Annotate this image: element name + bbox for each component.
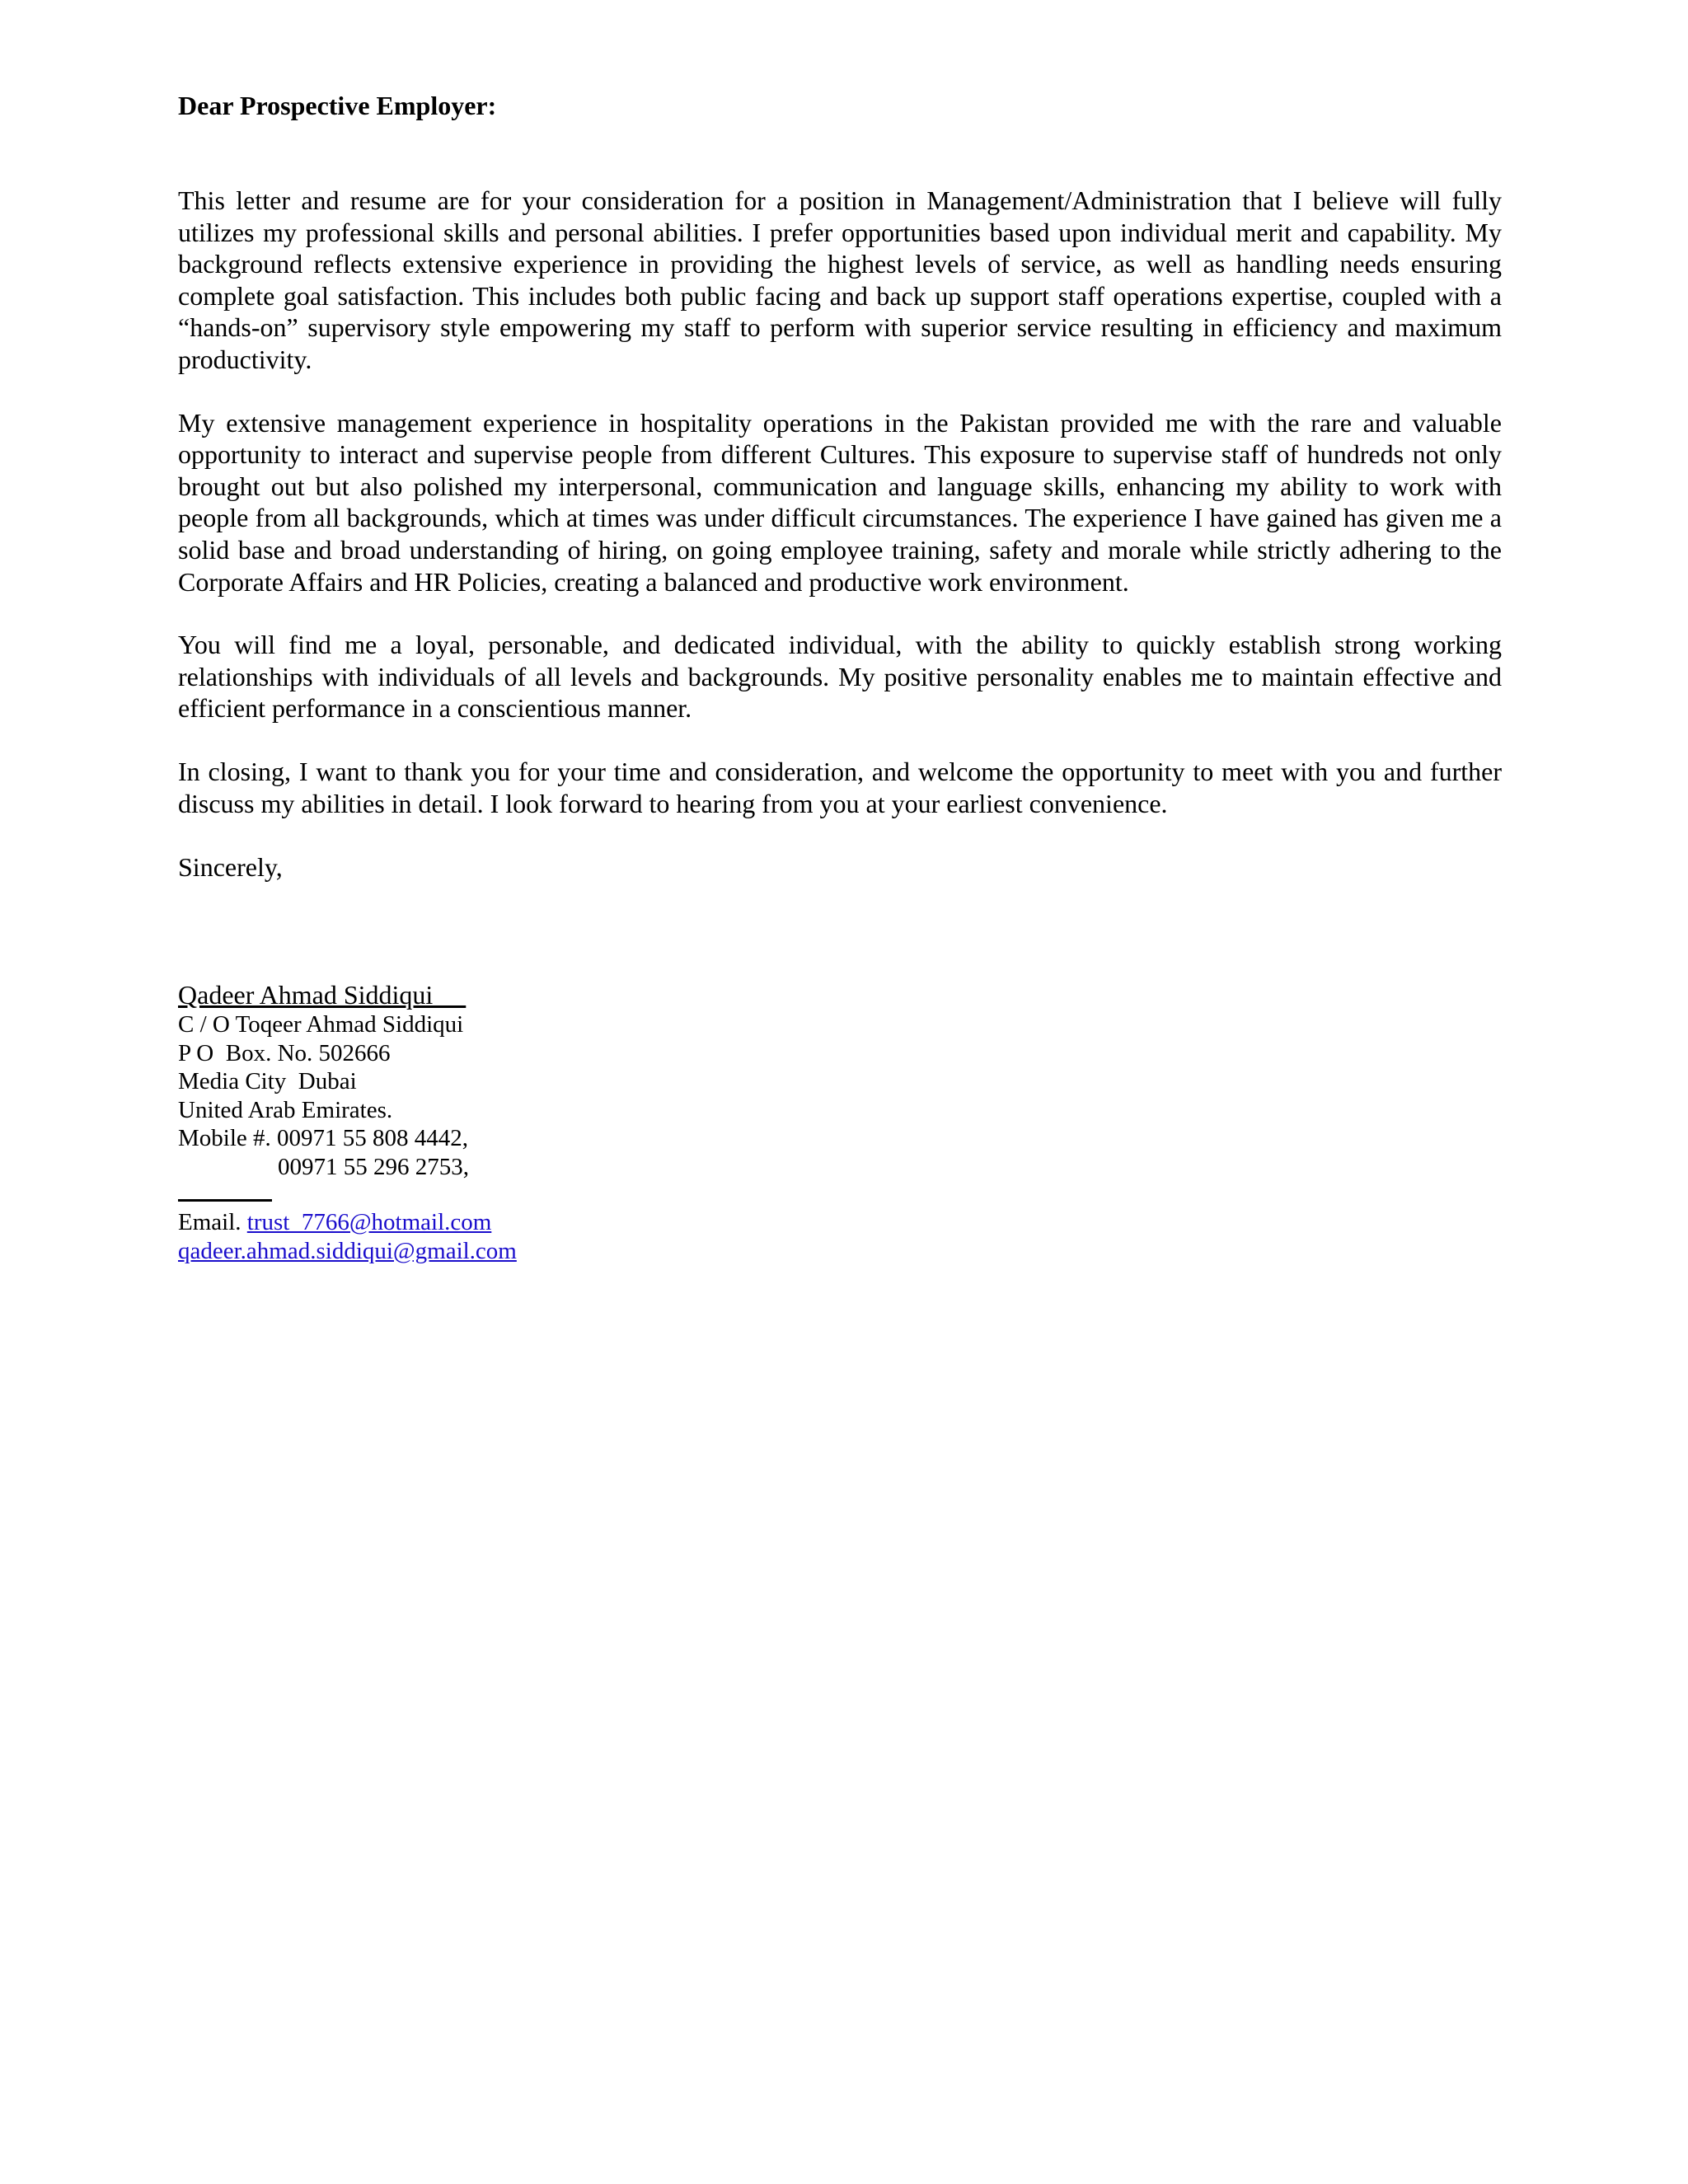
paragraph-experience: My extensive management experience in hospitality operations in the Pakistan provided me with the rare and valuable opportunity to interact and supervise people from different Cultures. This exposure to supervise staff of hundreds not only brought out but also polished my interpersonal, communication and language skills, enhancing my ability to work with people from all backgrounds, which at times was under difficult circumstances. The experience I have gained has given me a solid base and broad understanding of hiring, on going employee training, safety and morale while strictly adhering to the Corporate Affairs and HR Policies, creating a balanced and productive work environment. bbox=[178, 407, 1502, 597]
email-link-hotmail[interactable]: trust_7766@hotmail.com bbox=[246, 1209, 492, 1235]
divider bbox=[178, 1199, 272, 1202]
paragraph-closing: In closing, I want to thank you for your time and consideration, and welcome the opportunity to meet with you and further discuss my abilities in detail. I look forward to hearing from you at your earliest convenience. bbox=[178, 756, 1502, 818]
care-of-line: C / O Toqeer Ahmad Siddiqui bbox=[178, 1011, 464, 1038]
salutation: Dear Prospective Employer: bbox=[178, 91, 497, 120]
mobile-line-1: Mobile #. 00971 55 808 4442, bbox=[178, 1125, 469, 1151]
letter-body bbox=[178, 89, 1502, 883]
signature-block bbox=[178, 979, 837, 1265]
email-line bbox=[178, 1208, 837, 1237]
paragraph-personality: You will find me a loyal, personable, and dedicated individual, with the ability to quickly establish strong working relationships with individuals of all levels and backgrounds. My positive personality enables me to maintain effective and efficient performance in a conscientious manner. bbox=[178, 630, 1502, 724]
sender-name: Qadeer Ahmad Siddiqui bbox=[178, 980, 467, 1010]
closing: Sincerely, bbox=[178, 852, 283, 883]
mobile-line-2: 00971 55 296 2753, bbox=[278, 1153, 469, 1180]
email-line-2 bbox=[178, 1237, 837, 1266]
city-line: Media City Dubai bbox=[178, 1068, 357, 1094]
email-label: Email. bbox=[178, 1209, 247, 1235]
email-link-gmail[interactable]: qadeer.ahmad.siddiqui@gmail.com bbox=[178, 1237, 517, 1264]
country-line: United Arab Emirates. bbox=[178, 1096, 393, 1123]
paragraph-intro: This letter and resume are for your consideration for a position in Management/Administration that I believe will fully utilizes my professional skills and personal abilities. I prefer opportunities based upon individual merit and capability. My background reflects extensive experience in providing the highest levels of service, as well as handling needs ensuring complete goal satisfaction. This includes both public facing and back up support staff operations expertise, coupled with a “hands-on” supervisory style empowering my staff to perform with superior service resulting in efficiency and maximum productivity. bbox=[178, 185, 1502, 374]
po-box-line: P O Box. No. 502666 bbox=[178, 1039, 391, 1066]
